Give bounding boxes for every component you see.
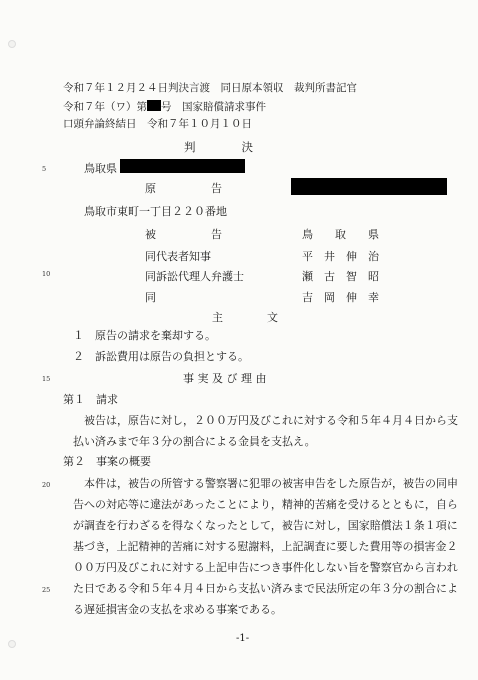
line-number: 15: [42, 375, 51, 383]
line-number: 5: [42, 165, 47, 173]
case-number-suffix: 号 国家賠償請求事件: [161, 101, 266, 113]
case-number-prefix: 令和７年（ワ）第: [63, 101, 147, 113]
section-2-line: が調査を行わざるを得なくなったとして，被告に対し，国家賠償法１条１項に: [73, 519, 458, 532]
judgment-title: 判 決: [184, 140, 253, 154]
line-number: 25: [42, 586, 51, 594]
attorney-label: 同訴訟代理人弁護士: [145, 270, 244, 283]
redaction-case-number: [147, 100, 161, 111]
page-number: -1-: [236, 633, 250, 644]
plaintiff-label: 原 告: [145, 182, 222, 195]
line-number: 20: [42, 481, 51, 489]
main-text-heading: 主 文: [212, 311, 278, 324]
section-2-line: る遅延損害金の支払を求める事案である。: [73, 603, 282, 616]
header-line-1: 令和７年１２月２４日判決言渡 同日原本領収 裁判所書記官: [63, 82, 357, 94]
punch-hole: [8, 640, 16, 648]
section-1-line: 払い済みまで年３分の割合による金員を支払え。: [73, 435, 316, 448]
main-text-item-1: １ 原告の請求を棄却する。: [73, 329, 216, 342]
representative-label: 同代表者知事: [145, 250, 211, 263]
section-2-line: 基づき，上記精神的苦痛に対する慰謝料，上記調査に要した費用等の損害金２: [73, 540, 458, 553]
section-2-line: ００万円及びこれに対する上記申告につき事件化しない旨を警察官から言われ: [73, 561, 458, 574]
attorney2-label: 同: [145, 291, 156, 304]
header-line-3: 口頭弁論終結日 令和７年１０月１０日: [63, 118, 252, 130]
reasons-heading: 事 実 及 び 理 由: [183, 372, 267, 385]
main-text-item-2: ２ 訴訟費用は原告の負担とする。: [73, 350, 249, 363]
section-2-line: 告への対応等に違法があったことにより，精神的苦痛を受けるとともに，自ら: [73, 498, 458, 511]
section-2-line: た日である令和５年４月４日から支払い済みまで民法所定の年３分の割合によ: [73, 582, 458, 595]
plaintiff-address-prefix: 鳥取県: [84, 162, 117, 175]
attorney-name: 瀬 古 智 昭: [302, 270, 379, 283]
representative-name: 平 井 伸 治: [302, 250, 379, 263]
defendant-label: 被 告: [145, 228, 222, 241]
section-1-line: 被告は，原告に対し，２００万円及びこれに対する令和５年４月４日から支: [84, 414, 458, 427]
header-line-2: [63, 100, 266, 114]
defendant-address: 鳥取市東町一丁目２２０番地: [84, 205, 227, 218]
section-1-title: 第１ 請求: [63, 393, 118, 406]
punch-hole: [8, 40, 16, 48]
section-2-line: 本件は，被告の所管する警察署に犯罪の被害申告をした原告が，被告の同申: [84, 477, 458, 490]
line-number: 10: [42, 270, 51, 278]
section-2-title: 第２ 事案の概要: [63, 455, 151, 468]
attorney2-name: 吉 岡 伸 幸: [302, 291, 379, 304]
defendant-name: 鳥 取 県: [302, 228, 379, 241]
redaction-plaintiff-address: [120, 159, 245, 173]
redaction-plaintiff-name: [291, 178, 447, 195]
